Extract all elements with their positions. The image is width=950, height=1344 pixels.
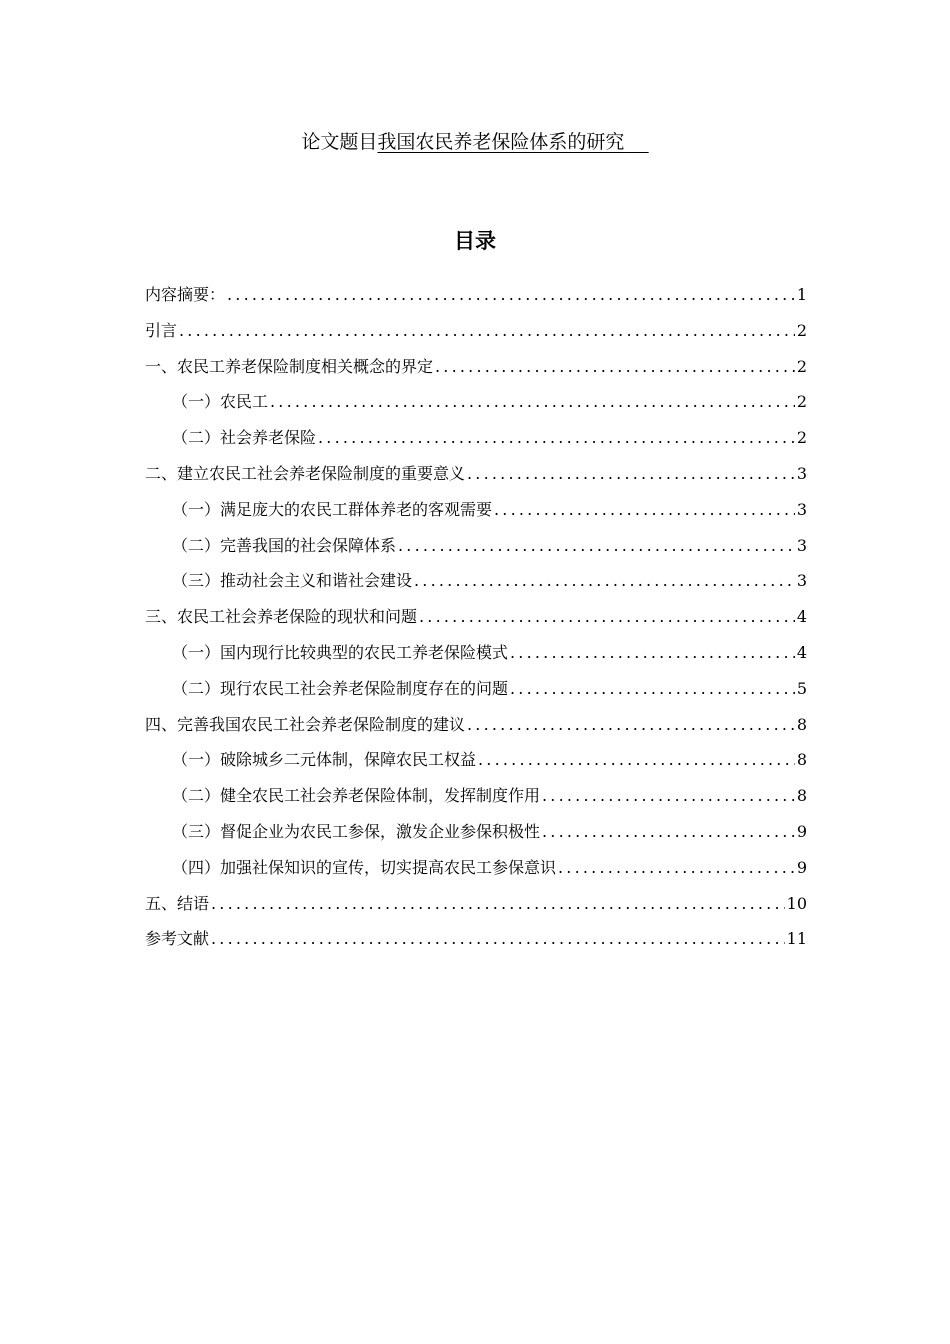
toc-entry-page-number: 4: [796, 642, 807, 662]
toc-entry-page-number: 1: [796, 285, 807, 304]
toc-entry[interactable]: [145, 528, 807, 564]
toc-entry[interactable]: [145, 384, 807, 420]
toc-entry-label: 三、农民工社会养老保险的现状和问题: [145, 607, 418, 627]
toc-entry-label: 四、完善我国农民工社会养老保险制度的建议: [145, 714, 466, 734]
toc-entry[interactable]: [145, 635, 807, 671]
toc-entry-page-number: 4: [796, 607, 807, 627]
toc-entry-label: （二）健全农民工社会养老保险体制，发挥制度作用: [172, 786, 541, 806]
toc-entry[interactable]: [145, 420, 807, 456]
toc-entry-label: （二）社会养老保险: [172, 428, 317, 448]
toc-entry-page-number: 2: [796, 320, 807, 340]
toc-entry-label: 二、建立农民工社会养老保险制度的重要意义: [145, 463, 466, 483]
toc-entry-page-number: 9: [796, 857, 807, 877]
toc-dot-leader: [542, 814, 795, 850]
toc-entry-page-number: 3: [796, 535, 807, 555]
toc-entry-label: 一、农民工养老保险制度相关概念的界定: [145, 356, 434, 376]
toc-dot-leader: [318, 420, 795, 456]
toc-entry-page-number: 3: [796, 499, 807, 519]
toc-entry-label: （三）督促企业为农民工参保，激发企业参保积极性: [172, 821, 541, 841]
toc-dot-leader: [510, 671, 795, 707]
toc-entry-label: 五、结语: [145, 893, 210, 913]
toc-dot-leader: [435, 349, 795, 385]
toc-entry-page-number: 2: [796, 356, 807, 376]
toc-dot-leader: [467, 456, 795, 492]
toc-dot-leader: [419, 599, 795, 635]
toc-entry-page-number: 3: [796, 571, 807, 591]
toc-entry-page-number: 8: [796, 714, 807, 734]
toc-entry[interactable]: [145, 599, 807, 635]
toc-entry-page-number: 8: [796, 786, 807, 806]
toc-entry[interactable]: [145, 742, 807, 778]
toc-entry[interactable]: [145, 671, 807, 707]
toc-entry[interactable]: [145, 492, 807, 528]
toc-entry[interactable]: [145, 277, 807, 313]
toc-entry[interactable]: [145, 850, 807, 886]
toc-dot-leader: [478, 742, 795, 778]
toc-entry-label: 引言: [145, 320, 178, 340]
toc-entry-label: 内容摘要：: [145, 285, 226, 304]
toc-entry-page-number: 2: [796, 428, 807, 448]
toc-entry-page-number: 10: [786, 893, 807, 913]
toc-dot-leader: [227, 277, 795, 313]
toc-dot-leader: [467, 707, 795, 743]
toc-entry-page-number: 11: [786, 929, 807, 949]
toc-dot-leader: [211, 921, 785, 957]
toc-entry[interactable]: [145, 886, 807, 922]
toc-entry[interactable]: [145, 814, 807, 850]
toc-entry-page-number: 3: [796, 463, 807, 483]
toc-entry-label: （二）现行农民工社会养老保险制度存在的问题: [172, 678, 509, 698]
toc-entry-label: （三）推动社会主义和谐社会建设: [172, 571, 413, 591]
toc-entry-label: （一）破除城乡二元体制，保障农民工权益: [172, 750, 477, 770]
toc-entry-label: （四）加强社保知识的宣传，切实提高农民工参保意识: [172, 857, 557, 877]
toc-entry-label: （二）完善我国的社会保障体系: [172, 535, 397, 555]
thesis-title-value: 我国农民养老保险体系的研究: [377, 131, 625, 153]
toc-entry-page-number: 8: [796, 750, 807, 770]
toc-dot-leader: [179, 313, 795, 349]
toc-entry-label: 参考文献: [145, 929, 210, 949]
toc-entry-label: （一）农民工: [172, 392, 269, 412]
toc-entry-label: （一）满足庞大的农民工群体养老的客观需要: [172, 499, 493, 519]
toc-entry-label: （一）国内现行比较典型的农民工养老保险模式: [172, 642, 509, 662]
toc-entry[interactable]: [145, 349, 807, 385]
toc-dot-leader: [270, 384, 795, 420]
toc-heading: 目录: [454, 229, 496, 253]
toc-entry-page-number: 2: [796, 392, 807, 412]
table-of-contents: [145, 277, 807, 957]
toc-entry[interactable]: [145, 778, 807, 814]
toc-dot-leader: [414, 563, 795, 599]
toc-entry[interactable]: [145, 707, 807, 743]
thesis-title-label: 论文题目: [301, 131, 378, 153]
toc-entry[interactable]: [145, 563, 807, 599]
toc-dot-leader: [494, 492, 795, 528]
toc-dot-leader: [211, 886, 785, 922]
toc-dot-leader: [558, 850, 795, 886]
toc-entry-page-number: 9: [796, 821, 807, 841]
toc-dot-leader: [542, 778, 795, 814]
toc-dot-leader: [510, 635, 795, 671]
toc-dot-leader: [398, 528, 795, 564]
toc-entry[interactable]: [145, 313, 807, 349]
toc-entry-page-number: 5: [796, 678, 807, 698]
toc-entry[interactable]: [145, 921, 807, 957]
thesis-title-line: [0, 128, 950, 156]
toc-entry[interactable]: [145, 456, 807, 492]
